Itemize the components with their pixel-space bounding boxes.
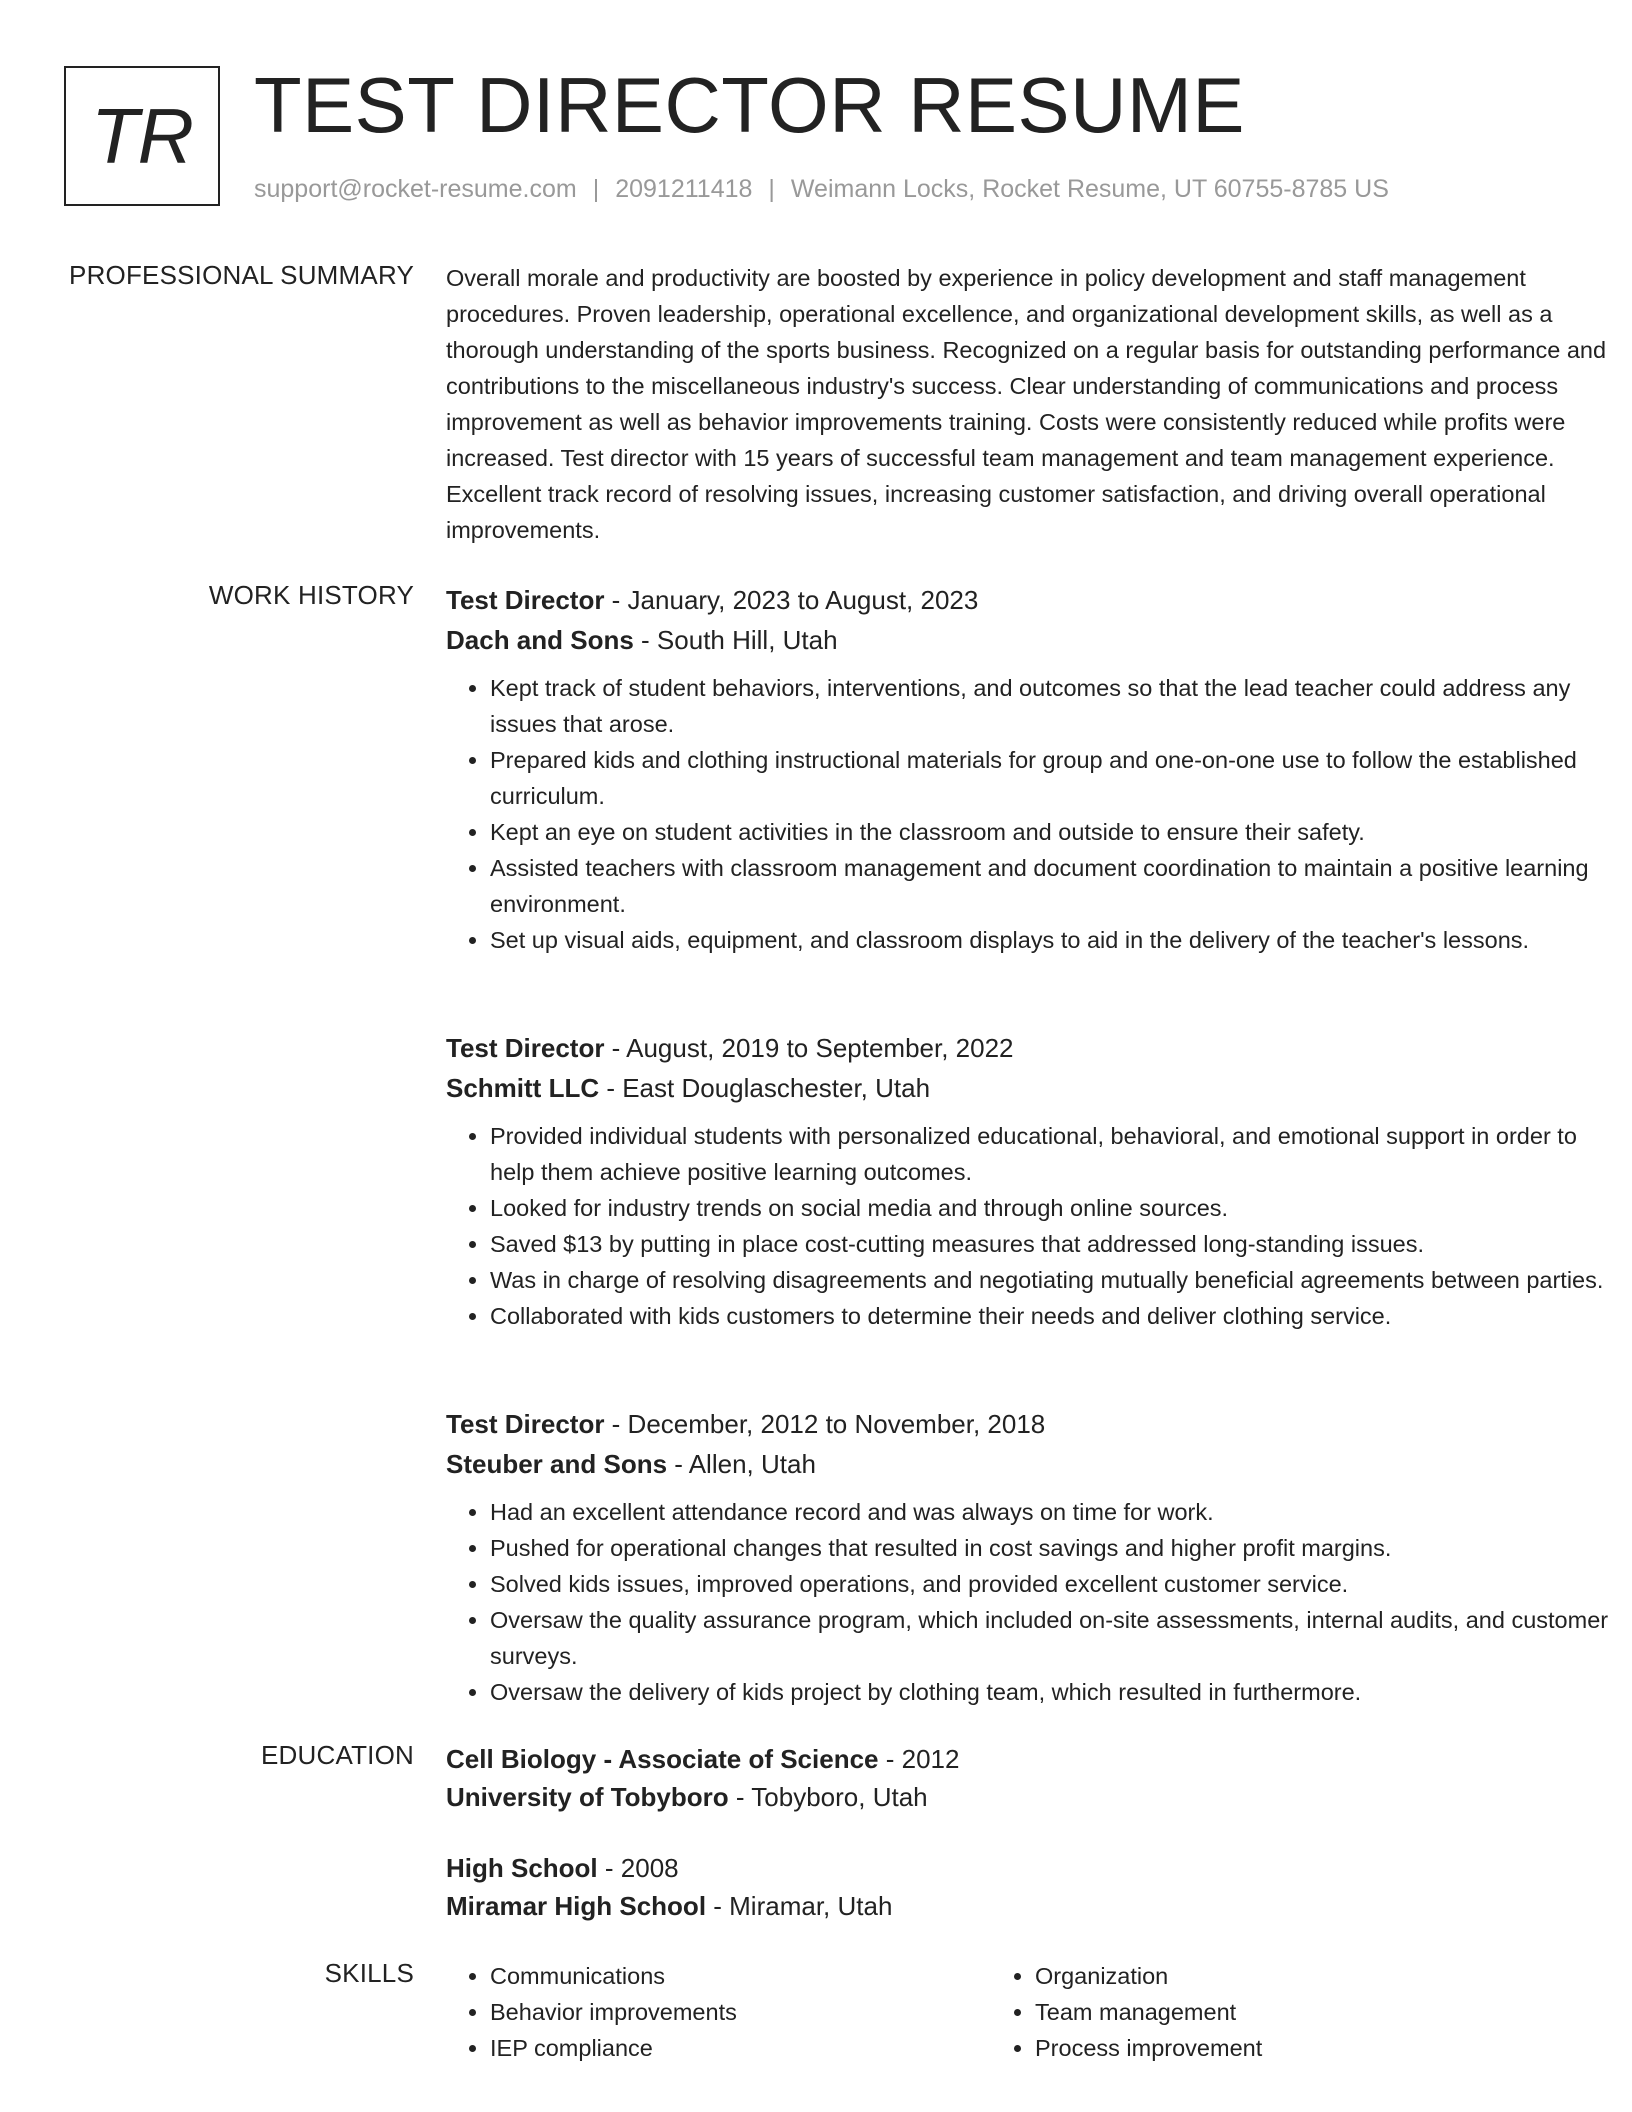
section-label-education: EDUCATION — [261, 1740, 414, 1770]
contact-separator: | — [768, 175, 775, 203]
skill-item: • Behavior improvements — [490, 1994, 986, 2030]
job-company-line — [446, 620, 1618, 660]
job-bullets — [446, 1494, 1618, 1710]
job-bullet: • Oversaw the quality assurance program, which included on-site assessments, internal audits, and customer surveys. — [490, 1602, 1618, 1674]
job-bullet: • Set up visual aids, equipment, and classroom displays to aid in the delivery of the teacher's lessons. — [490, 922, 1618, 958]
job-bullet: • Had an excellent attendance record and was always on time for work. — [490, 1494, 1618, 1530]
education-entry — [446, 1849, 1618, 1925]
job-company: Schmitt LLC — [446, 1073, 600, 1103]
section-label-skills: SKILLS — [324, 1958, 414, 1988]
skills-column-right — [991, 1958, 1531, 2066]
section-label-work-history: WORK HISTORY — [208, 580, 414, 610]
job-bullet: • Assisted teachers with classroom management and document coordination to maintain a positive learning environment. — [490, 850, 1618, 922]
education-year: - 2008 — [597, 1853, 679, 1883]
contact-phone: 2091211418 — [615, 175, 753, 203]
education-school-line — [446, 1778, 1618, 1816]
resume-title: TEST DIRECTOR RESUME — [254, 61, 1245, 149]
skill-item: • Communications — [490, 1958, 986, 1994]
job-company-line — [446, 1444, 1618, 1484]
job-bullet: • Prepared kids and clothing instructional materials for group and one-on-one use to follow the established curriculum. — [490, 742, 1618, 814]
section-label-summary: PROFESSIONAL SUMMARY — [69, 260, 414, 290]
contact-separator: | — [592, 175, 600, 203]
job-company: Dach and Sons — [446, 625, 634, 655]
job-bullet: • Provided individual students with personalized educational, behavioral, and emotional support in order to help them achieve positive learning outcomes. — [490, 1118, 1618, 1190]
resume-header — [64, 61, 1568, 209]
contact-email: support@rocket-resume.com — [254, 175, 577, 203]
skill-item: • Process improvement — [1035, 2030, 1531, 2066]
education-school: Miramar High School — [446, 1891, 707, 1921]
job-location: - South Hill, Utah — [633, 625, 838, 655]
job-bullet: • Oversaw the delivery of kids project by clothing team, which resulted in furthermore. — [490, 1674, 1618, 1710]
job-title-line — [446, 1028, 1618, 1068]
monogram-logo: TR — [64, 66, 220, 206]
job-title: Test Director — [446, 1033, 605, 1063]
education-degree: Cell Biology - Associate of Science — [446, 1744, 879, 1774]
job-bullets — [446, 1118, 1618, 1334]
job-location: - East Douglaschester, Utah — [599, 1073, 931, 1103]
job-bullet: • Pushed for operational changes that resulted in cost savings and higher profit margins. — [490, 1530, 1618, 1566]
education-year: - 2012 — [878, 1744, 960, 1774]
education-school: University of Tobyboro — [446, 1782, 729, 1812]
job-dates: - August, 2019 to September, 2022 — [604, 1033, 1014, 1063]
job-company: Steuber and Sons — [446, 1449, 668, 1479]
education-entry — [446, 1740, 1618, 1816]
education-degree-line — [446, 1849, 1618, 1887]
skill-item: • IEP compliance — [490, 2030, 986, 2066]
education-degree-line — [446, 1740, 1618, 1778]
job-dates: - December, 2012 to November, 2018 — [604, 1409, 1046, 1439]
education-school-line — [446, 1887, 1618, 1925]
job-bullet: • Solved kids issues, improved operations, and provided excellent customer service. — [490, 1566, 1618, 1602]
contact-line — [254, 175, 1389, 204]
job-dates: - January, 2023 to August, 2023 — [604, 585, 979, 615]
job-bullet: • Kept track of student behaviors, interventions, and outcomes so that the lead teacher could address any issues that arose. — [490, 670, 1618, 742]
education-location: - Miramar, Utah — [706, 1891, 893, 1921]
job-location: - Allen, Utah — [667, 1449, 816, 1479]
job-title: Test Director — [446, 1409, 605, 1439]
skills-column-left — [446, 1958, 986, 2066]
skill-item: • Team management — [1035, 1994, 1531, 2030]
job-title-line — [446, 580, 1618, 620]
job-bullet: • Saved $13 by putting in place cost-cutting measures that addressed long-standing issues. — [490, 1226, 1618, 1262]
education-degree: High School — [446, 1853, 598, 1883]
job-entry — [446, 1028, 1618, 1334]
job-entry — [446, 580, 1618, 958]
job-title-line — [446, 1404, 1618, 1444]
skill-item: • Organization — [1035, 1958, 1531, 1994]
job-entry — [446, 1404, 1618, 1710]
job-bullet: • Looked for industry trends on social media and through online sources. — [490, 1190, 1618, 1226]
summary-text: Overall morale and productivity are boosted by experience in policy development and staff management procedures. Proven leadership, operational excellence, and organizational development skills, as well as a thorough understanding of the sports business. Recognized on a regular basis for outstanding performance and contributions to the miscellaneous industry's success. Clear understanding of communications and process improvement as well as behavior improvements training. Costs were consistently reduced while profits were increased. Test director with 15 years of successful team management and team management experience. Excellent track record of resolving issues, increasing customer satisfaction, and driving overall operational improvements. — [446, 265, 1607, 543]
education-location: - Tobyboro, Utah — [728, 1782, 928, 1812]
contact-address: Weimann Locks, Rocket Resume, UT 60755-8785 US — [790, 175, 1389, 203]
job-bullet: • Collaborated with kids customers to determine their needs and deliver clothing service. — [490, 1298, 1618, 1334]
job-title: Test Director — [446, 585, 605, 615]
job-company-line — [446, 1068, 1618, 1108]
job-bullet: • Kept an eye on student activities in the classroom and outside to ensure their safety. — [490, 814, 1618, 850]
job-bullets — [446, 670, 1618, 958]
job-bullet: • Was in charge of resolving disagreements and negotiating mutually beneficial agreements between parties. — [490, 1262, 1618, 1298]
